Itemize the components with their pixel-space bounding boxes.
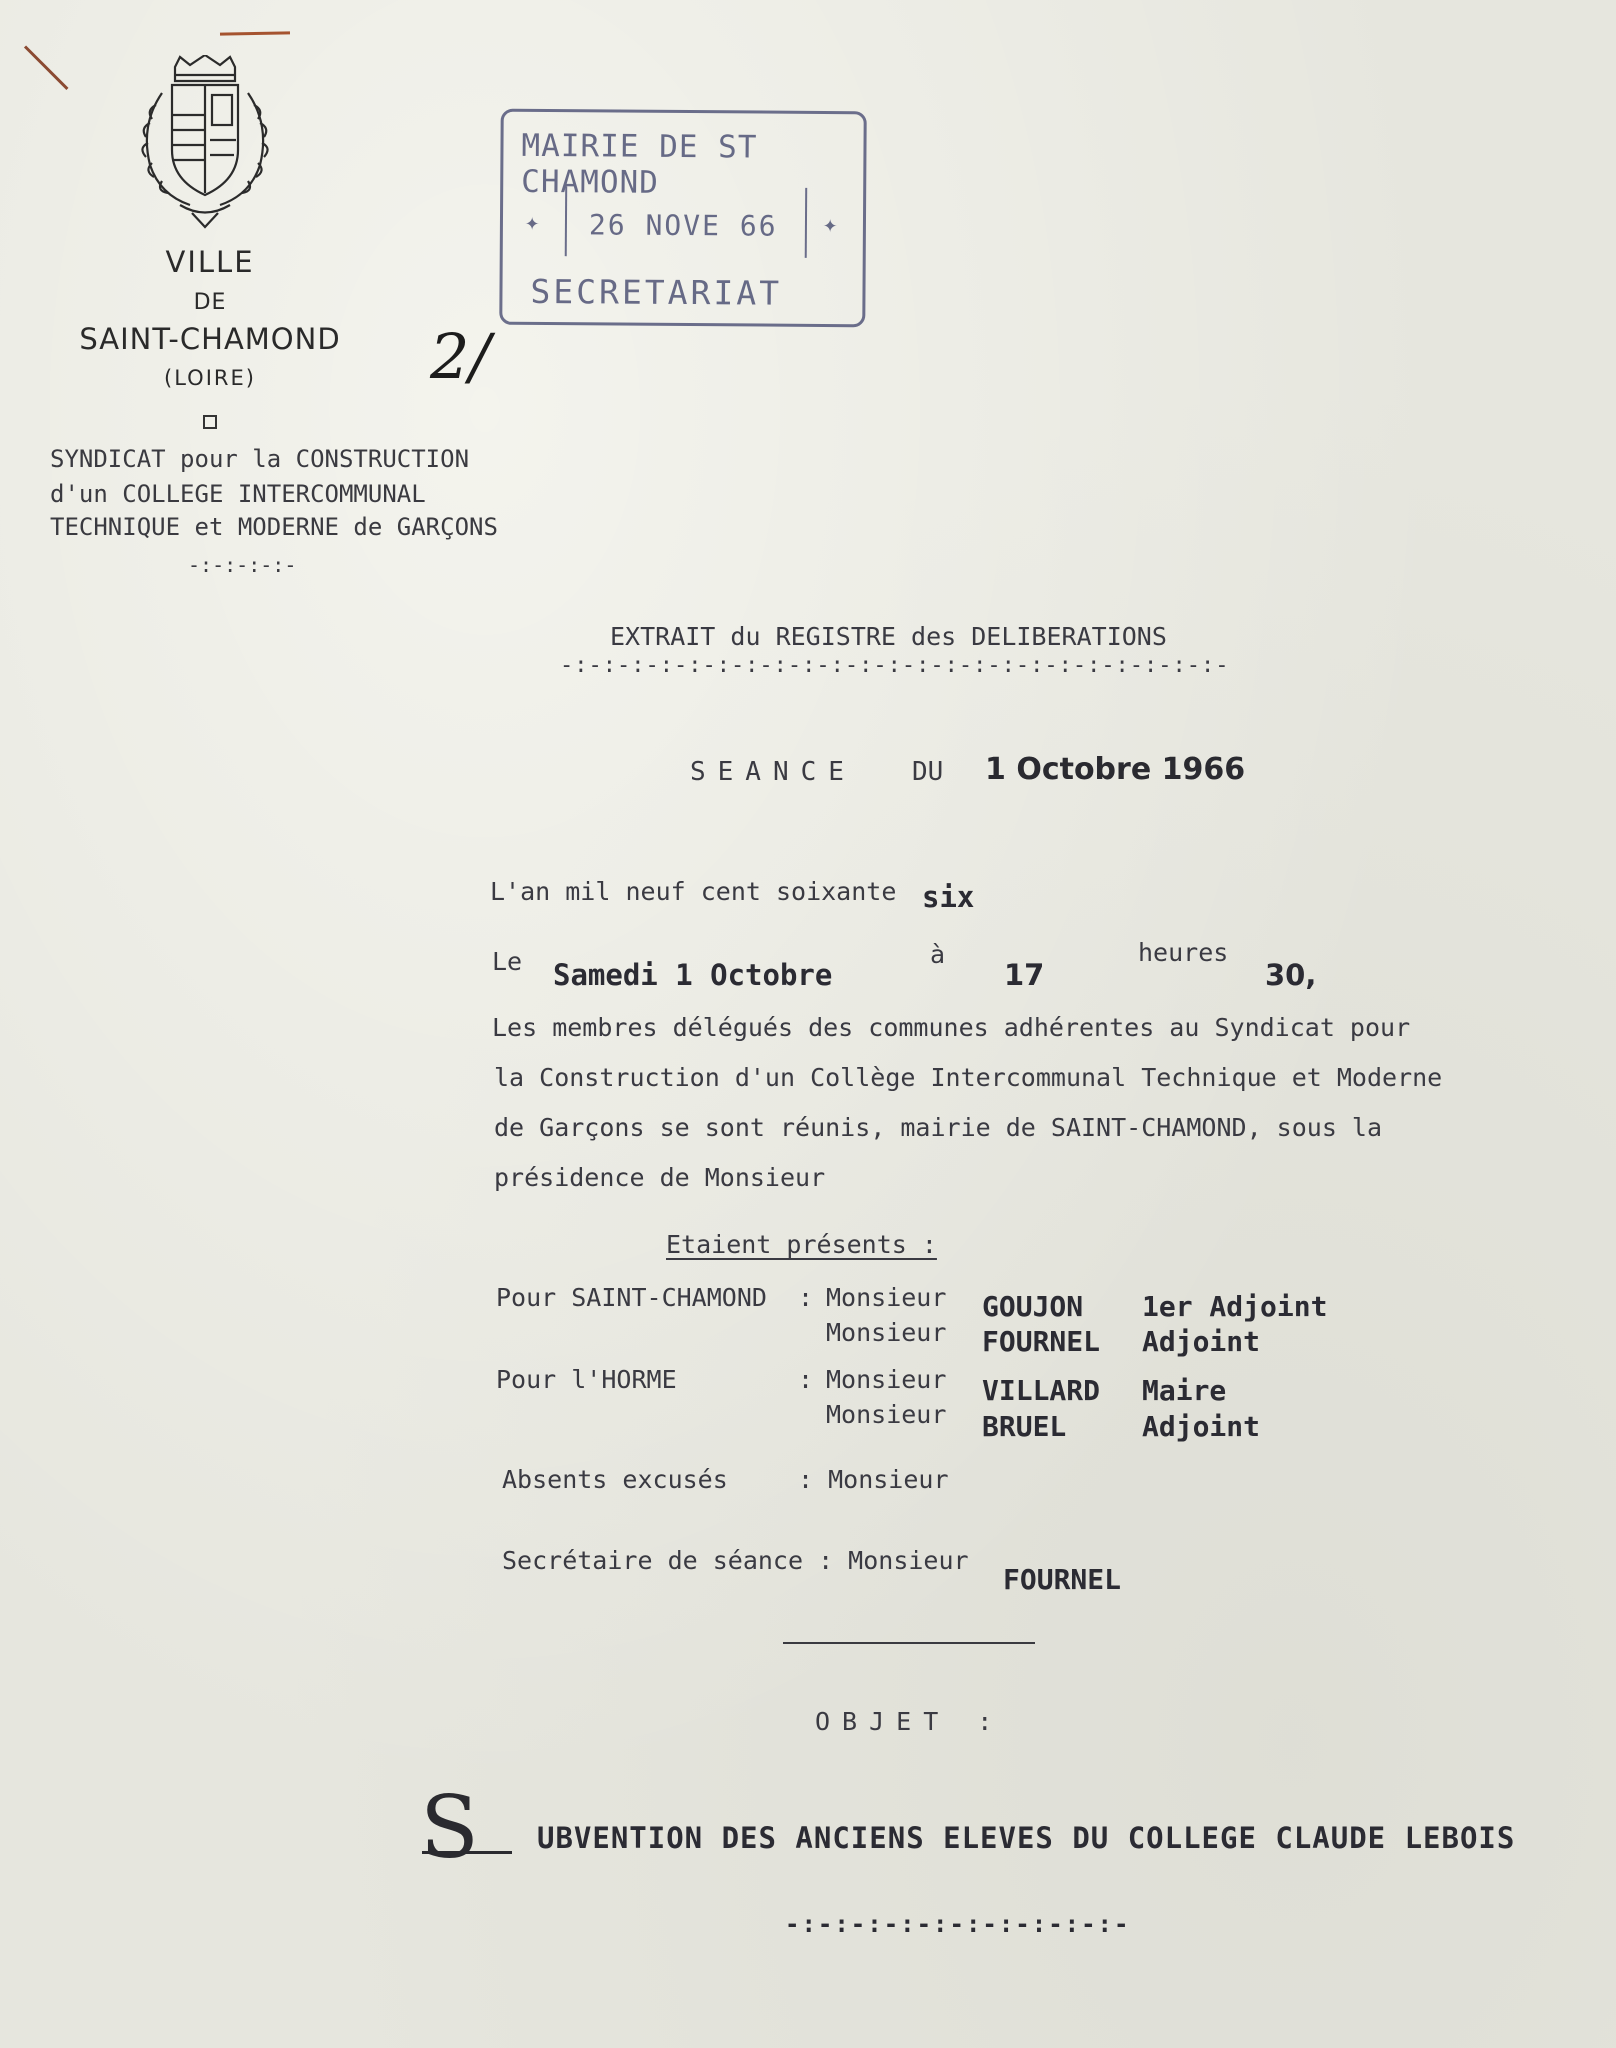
header-region: (LOIRE) [164, 366, 256, 390]
member-role: Maire [1142, 1374, 1227, 1407]
minutes-fill: 30, [1265, 958, 1317, 992]
presents-heading: Etaient présents : [666, 1230, 937, 1259]
staple-mark [220, 31, 290, 35]
member-name: FOURNEL [982, 1325, 1101, 1358]
member-title: Monsieur [826, 1318, 947, 1347]
colon: : [798, 1283, 814, 1312]
seance-date: 1 Octobre 1966 [985, 752, 1246, 787]
member-role: Adjoint [1142, 1410, 1261, 1443]
paragraph-line: Les membres délégués des communes adhérentes au Syndicat pour [492, 1013, 1411, 1042]
document-title: EXTRAIT du REGISTRE des DELIBERATIONS [610, 622, 1167, 651]
absents-value: : Monsieur [798, 1465, 949, 1494]
mairie-stamp [499, 109, 866, 328]
secretaire-name: FOURNEL [1003, 1563, 1122, 1596]
le-label: Le [492, 947, 523, 976]
seance-label: SEANCE [690, 757, 856, 787]
commune-label: Pour l'HORME [496, 1365, 677, 1394]
objet-label: OBJET : [815, 1707, 1005, 1736]
member-name: BRUEL [982, 1410, 1067, 1443]
syndicat-dashes: -:-:-:-:- [188, 553, 297, 577]
subject-initial-underline [422, 1851, 512, 1854]
heures-label: heures [1138, 938, 1229, 967]
stamp-ornament-icon: ✦ [822, 209, 838, 239]
header-de: DE [193, 290, 227, 315]
secretaire-label: Secrétaire de séance : Monsieur [502, 1546, 969, 1575]
subject-initial: S [420, 1778, 479, 1878]
member-name: GOUJON [982, 1290, 1084, 1323]
stamp-line-3: SECRETARIAT [530, 271, 783, 313]
member-title: Monsieur [826, 1400, 947, 1429]
absents-label: Absents excusés [502, 1465, 728, 1494]
member-role: Adjoint [1142, 1325, 1261, 1358]
title-dashes: -:-:-:-:-:-:-:-:-:-:-:-:-:-:-:-:-:-:-:-:-:-:-:- [560, 653, 1230, 678]
colon: : [798, 1365, 814, 1394]
year-line: L'an mil neuf cent soixante [490, 877, 897, 906]
divider [783, 1642, 1035, 1644]
header-ville: VILLE [165, 245, 255, 279]
member-role: 1er Adjoint [1142, 1290, 1328, 1323]
subject-text: UBVENTION DES ANCIENS ELEVES DU COLLEGE CLAUDE LEBOIS [537, 1821, 1516, 1855]
coat-of-arms-logo [120, 55, 290, 230]
year-fill: six [922, 880, 975, 914]
staple-mark [24, 45, 69, 90]
member-name: VILLARD [982, 1374, 1101, 1407]
member-title: Monsieur [826, 1365, 947, 1394]
end-dashes: -:-:-:-:-:-:-:-:-:-:- [785, 1910, 1131, 1938]
seance-du: DU [912, 757, 944, 787]
stamp-ornament-icon: ✦ [524, 207, 540, 236]
handwritten-mark: 2/ [430, 320, 491, 393]
stamp-date: 26 NOVE 66 [588, 208, 778, 243]
paragraph-line: la Construction d'un Collège Intercommunal Technique et Moderne [494, 1063, 1443, 1092]
syndicat-line-2: d'un COLLEGE INTERCOMMUNAL [50, 480, 426, 508]
syndicat-line-1: SYNDICAT pour la CONSTRUCTION [50, 445, 470, 473]
syndicat-line-3: TECHNIQUE et MODERNE de GARÇONS [50, 513, 498, 541]
a-label: à [930, 940, 946, 969]
stamp-line-1: MAIRIE DE ST CHAMOND [521, 127, 758, 201]
hour-fill: 17 [1004, 958, 1045, 992]
paragraph-line: de Garçons se sont réunis, mairie de SAINT-CHAMOND, sous la [494, 1113, 1383, 1142]
paragraph-line: présidence de Monsieur [494, 1163, 826, 1192]
commune-label: Pour SAINT-CHAMOND [496, 1283, 767, 1312]
square-bullet-icon [203, 415, 217, 429]
day-fill: Samedi 1 Octobre [553, 958, 833, 992]
header-city: SAINT-CHAMOND [79, 322, 341, 356]
member-title: Monsieur [826, 1283, 947, 1312]
